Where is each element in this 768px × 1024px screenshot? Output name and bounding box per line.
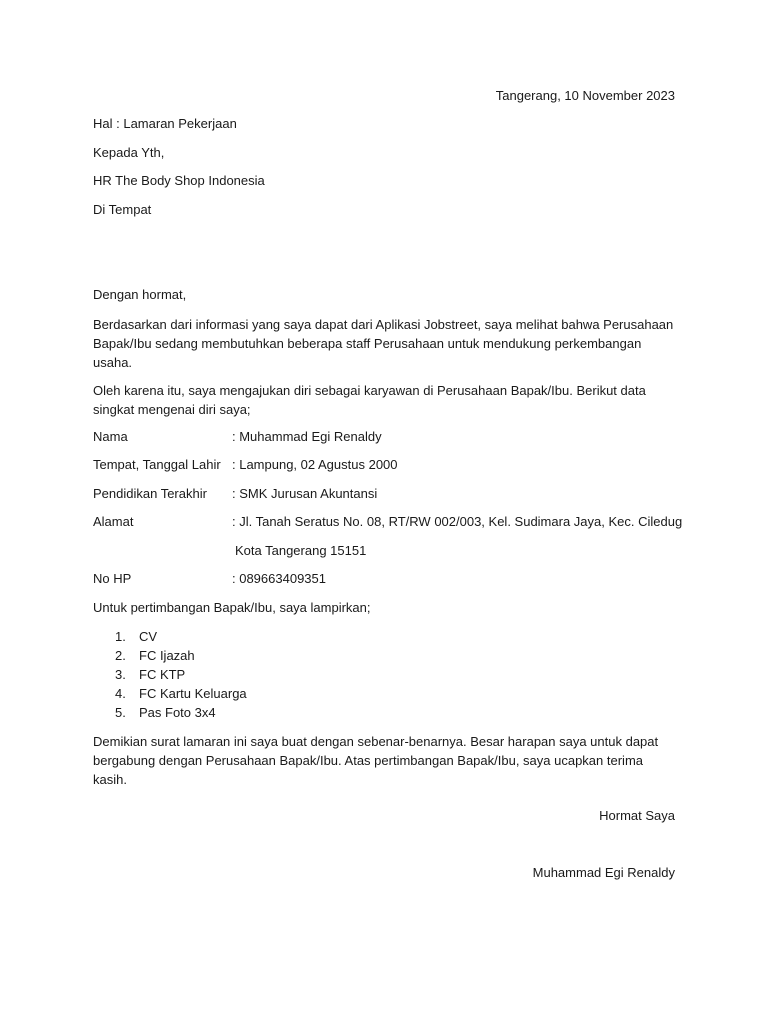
detail-label-name: Nama [93, 429, 128, 444]
paragraph-intro: Berdasarkan dari informasi yang saya dapat dari Aplikasi Jobstreet, saya melihat bahwa Perusahaan Bapak/Ibu sedang membutuhkan beberapa staff Perusahaan untuk mendukung perkembangan usaha. [93, 317, 674, 370]
subject-line: Hal : Lamaran Pekerjaan [93, 116, 237, 131]
letter-page: Tangerang, 10 November 2023 Hal : Lamaran Pekerjaan Kepada Yth, HR The Body Shop Indonesia Di Tempat Dengan hormat, Berdasarkan dari informasi yang saya dapat dari Aplikasi Jobstreet, saya melihat bahwa Perusahaan Bapak/Ibu sedang membutuhkan beberapa staff Perusahaan untuk mendukung perkembangan usaha. Oleh karena itu, saya mengajukan diri sebagai karyawan di Perusahaan Bapak/Ibu. Berikut data singkat mengenai diri saya; Nama : Muhammad Egi Renaldy Tempat, Tanggal Lahir : Lampung, 02 Agustus 2000 Pendidikan Terakhir : SMK Jurusan Akuntansi Alamat : Jl. Tanah Seratus No. 08, RT/RW 002/003, Kel. Sudimara Jaya, Kec. Ciledug Kota Tangerang 15151 No HP : 089663409351 Untuk pertimbangan Bapak/Ibu, saya lampirkan; 1. CV 2. FC Ijazah 3. FC KTP 4. FC Kartu Keluarga 5. Pas Foto 3x4 Demikian surat lamaran ini saya buat dengan sebenar-benarnya. Besar harapan saya untuk dapat bergabung dengan Perusahaan Bapak/Ibu. Atas pertimbangan Bapak/Ibu, saya ucapkan terima kasih. Hormat Saya Muhammad Egi Renaldy [93, 88, 683, 880]
signature-name: Muhammad Egi Renaldy [532, 865, 675, 880]
detail-value-address-line2: Kota Tangerang 15151 [235, 543, 367, 558]
detail-value-birth: : Lampung, 02 Agustus 2000 [232, 457, 398, 472]
detail-value-address: : Jl. Tanah Seratus No. 08, RT/RW 002/003, Kel. Sudimara Jaya, Kec. Ciledug [232, 514, 683, 529]
detail-label-phone: No HP [93, 571, 132, 586]
detail-value-education: : SMK Jurusan Akuntansi [232, 486, 378, 501]
paragraph-closing: Demikian surat lamaran ini saya buat dengan sebenar-benarnya. Besar harapan saya untuk dapat bergabung dengan Perusahaan Bapak/Ibu. Atas pertimbangan Bapak/Ibu, saya ucapkan terima kasih. [93, 734, 659, 787]
recipient-name: HR The Body Shop Indonesia [93, 173, 265, 188]
attachments-intro: Untuk pertimbangan Bapak/Ibu, saya lampirkan; [93, 600, 371, 615]
recipient-location: Di Tempat [93, 202, 152, 217]
detail-value-name: : Muhammad Egi Renaldy [232, 429, 382, 444]
detail-label-education: Pendidikan Terakhir [93, 486, 207, 501]
sign-off: Hormat Saya [599, 808, 675, 823]
detail-label-birth: Tempat, Tanggal Lahir [93, 457, 221, 472]
recipient-salutation: Kepada Yth, [93, 145, 165, 160]
greeting: Dengan hormat, [93, 287, 187, 302]
detail-label-address: Alamat [93, 514, 134, 529]
paragraph-application: Oleh karena itu, saya mengajukan diri sebagai karyawan di Perusahaan Bapak/Ibu. Berikut data singkat mengenai diri saya; [93, 383, 646, 417]
date-place: Tangerang, 10 November 2023 [495, 88, 675, 103]
detail-value-phone: : 089663409351 [232, 571, 326, 586]
